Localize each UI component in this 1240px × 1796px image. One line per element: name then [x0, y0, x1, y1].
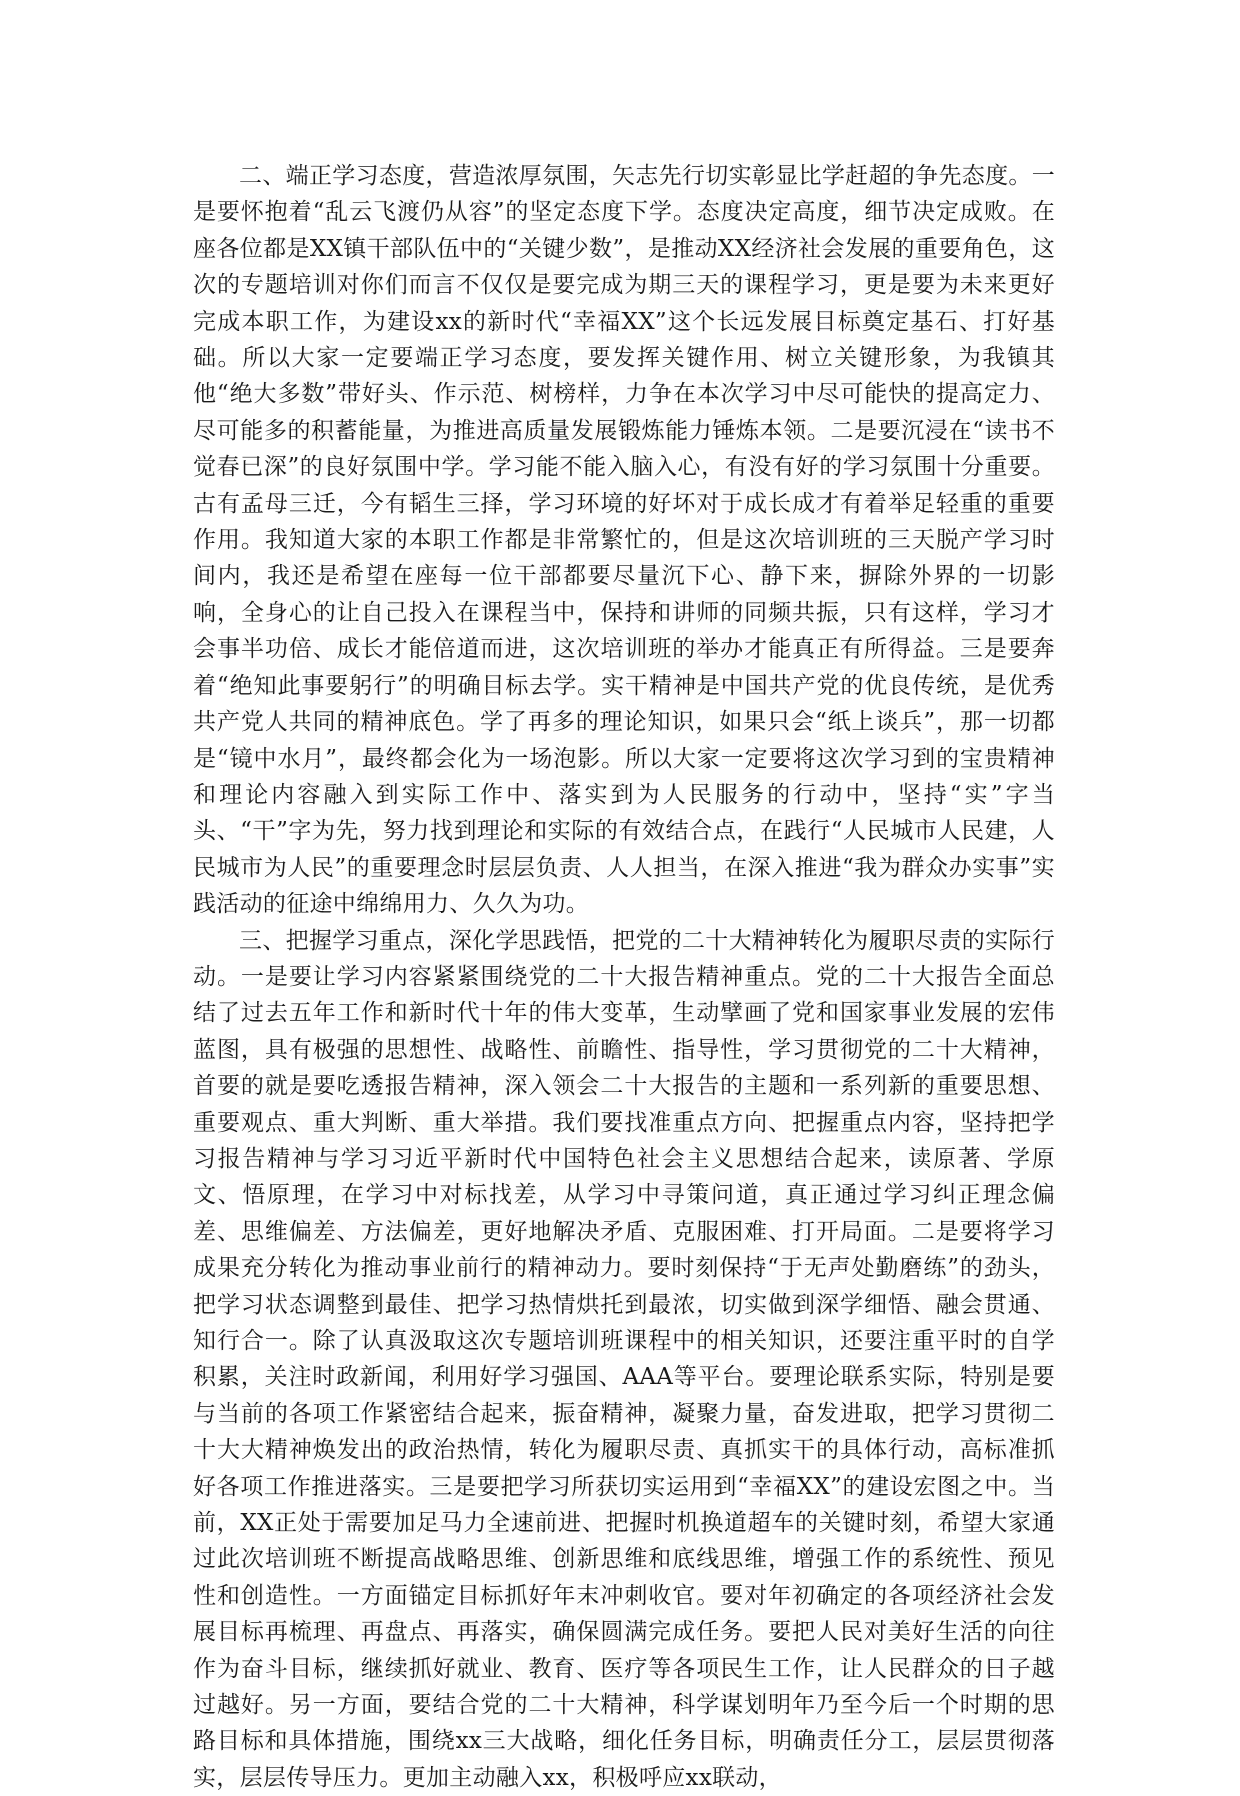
document-page — [193, 158, 1055, 1796]
paragraph-three: 三、把握学习重点，深化学思践悟，把党的二十大精神转化为履职尽责的实际行动。一是要让学习内容紧紧围绕党的二十大报告精神重点。党的二十大报告全面总结了过去五年工作和新时代十年的伟大变革，生动擘画了党和国家事业发展的宏伟蓝图，具有极强的思想性、战略性、前瞻性、指导性，学习贯彻党的二十大精神，首要的就是要吃透报告精神，深入领会二十大报告的主题和一系列新的重要思想、重要观点、重大判断、重大举措。我们要找准重点方向、把握重点内容，坚持把学习报告精神与学习习近平新时代中国特色社会主义思想结合起来，读原著、学原文、悟原理，在学习中对标找差，从学习中寻策问道，真正通过学习纠正理念偏差、思维偏差、方法偏差，更好地解决矛盾、克服困难、打开局面。二是要将学习成果充分转化为推动事业前行的精神动力。要时刻保持“于无声处勤磨练”的劲头，把学习状态调整到最佳、把学习热情烘托到最浓，切实做到深学细悟、融会贯通、知行合一。除了认真汲取这次专题培训班课程中的相关知识，还要注重平时的自学积累，关注时政新闻，利用好学习强国、AAA等平台。要理论联系实际，特别是要与当前的各项工作紧密结合起来，振奋精神，凝聚力量，奋发进取，把学习贯彻二十大大精神焕发出的政治热情，转化为履职尽责、真抓实干的具体行动，高标准抓好各项工作推进落实。三是要把学习所获切实运用到“幸福XX”的建设宏图之中。当前，XX正处于需要加足马力全速前进、把握时机换道超车的关键时刻，希望大家通过此次培训班不断提高战略思维、创新思维和底线思维，增强工作的系统性、预见性和创造性。一方面锚定目标抓好年末冲刺收官。要对年初确定的各项经济社会发展目标再梳理、再盘点、再落实，确保圆满完成任务。要把人民对美好生活的向往作为奋斗目标，继续抓好就业、教育、医疗等各项民生工作，让人民群众的日子越过越好。另一方面，要结合党的二十大精神，科学谋划明年乃至今后一个时期的思路目标和具体措施，围绕xx三大战略，细化任务目标，明确责任分工，层层贯彻落实，层层传导压力。更加主动融入xx，积极呼应xx联动， — [193, 927, 1055, 1791]
paragraph-two: 二、端正学习态度，营造浓厚氛围，矢志先行切实彰显比学赶超的争先态度。一是要怀抱着“乱云飞渡仍从容”的坚定态度下学。态度决定高度，细节决定成败。在座各位都是XX镇干部队伍中的“关键少数”，是推动XX经济社会发展的重要角色，这次的专题培训对你们而言不仅仅是要完成为期三天的课程学习，更是要为未来更好完成本职工作，为建设xx的新时代“幸福XX”这个长远发展目标奠定基石、打好基础。所以大家一定要端正学习态度，要发挥关键作用、树立关键形象，为我镇其他“绝大多数”带好头、作示范、树榜样，力争在本次学习中尽可能快的提高定力、尽可能多的积蓄能量，为推进高质量发展锻炼能力锤炼本领。二是要沉浸在“读书不觉春已深”的良好氛围中学。学习能不能入脑入心，有没有好的学习氛围十分重要。古有孟母三迁，今有韬生三择，学习环境的好坏对于成长成才有着举足轻重的重要作用。我知道大家的本职工作都是非常繁忙的，但是这次培训班的三天脱产学习时间内，我还是希望在座每一位干部都要尽量沉下心、静下来，摒除外界的一切影响，全身心的让自己投入在课程当中，保持和讲师的同频共振，只有这样，学习才会事半功倍、成长才能倍道而进，这次培训班的举办才能真正有所得益。三是要奔着“绝知此事要躬行”的明确目标去学。实干精神是中国共产党的优良传统，是优秀共产党人共同的精神底色。学了再多的理论知识，如果只会“纸上谈兵”，那一切都是“镜中水月”，最终都会化为一场泡影。所以大家一定要将这次学习到的宝贵精神和理论内容融入到实际工作中、落实到为人民服务的行动中，坚持“实”字当头、“干”字为先，努力找到理论和实际的有效结合点，在践行“人民城市人民建，人民城市为人民”的重要理念时层层负责、人人担当，在深入推进“我为群众办实事”实践活动的征途中绵绵用力、久久为功。 — [193, 163, 1055, 918]
